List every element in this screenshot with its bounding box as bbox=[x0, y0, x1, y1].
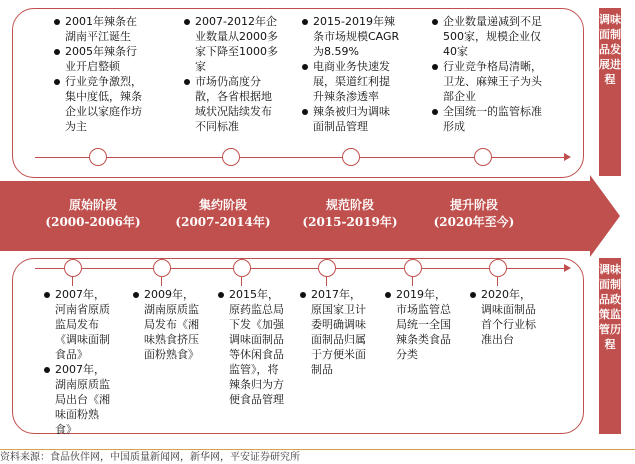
development-item: 行业竞争激烈，集中度低，辣条企业以家庭作坊为主 bbox=[54, 74, 144, 134]
development-item: 2015-2019年辣条市场规模CAGR为8.59% bbox=[302, 14, 400, 59]
development-node bbox=[89, 148, 107, 166]
development-node bbox=[474, 148, 492, 166]
stage-original bbox=[33, 197, 153, 231]
policy-node bbox=[153, 259, 171, 277]
source-note: 资料来源：食品伙伴网，中国质量新闻网，新华网，平安证券研究所 bbox=[0, 452, 300, 463]
policy-item: 2015年，原药监总局下发《加强调味面制品等休闲食品监管》，将辣条归为方便食品管理 bbox=[218, 287, 288, 407]
policy-item: 2020年，调味面制品首个行业标准出台 bbox=[470, 287, 536, 347]
development-item: 行业竞争格局清晰，卫龙、麻辣王子为头部企业 bbox=[432, 59, 544, 104]
policy-connector bbox=[497, 277, 498, 286]
policy-connector bbox=[241, 277, 242, 286]
development-item: 2007-2012年企业数量从2000多家下降至1000多家 bbox=[184, 14, 280, 74]
policy-node bbox=[233, 259, 251, 277]
stage-name: 原始阶段 bbox=[68, 198, 117, 212]
policy-axis bbox=[35, 268, 565, 269]
policy-column-1 bbox=[44, 287, 112, 437]
stage-name: 提升阶段 bbox=[449, 198, 498, 212]
development-column-2 bbox=[184, 14, 280, 134]
policy-node bbox=[404, 259, 422, 277]
policy-connector bbox=[412, 277, 413, 286]
development-column-1 bbox=[54, 14, 144, 134]
policy-node bbox=[64, 259, 82, 277]
policy-item: 2007年，湖南原质监局出台《湘味面粉熟食》 bbox=[44, 362, 112, 437]
policy-column-3 bbox=[218, 287, 288, 407]
policy-column-5 bbox=[385, 287, 453, 362]
policy-node bbox=[489, 259, 507, 277]
policy-item: 2007年，河南省原质监局发布《调味面制食品》 bbox=[44, 287, 112, 362]
development-item: 电商业务快速发展，渠道红利提升辣条渗透率 bbox=[302, 59, 400, 104]
stage-upgrade bbox=[414, 197, 534, 231]
stage-name: 集约阶段 bbox=[198, 198, 247, 212]
development-item: 全国统一的监管标准形成 bbox=[432, 104, 544, 134]
policy-axis-arrow bbox=[564, 264, 571, 272]
development-item: 2005年辣条行业开启整顿 bbox=[54, 44, 144, 74]
stage-years: (2007-2014年) bbox=[175, 215, 271, 229]
development-item: 2001年辣条在湖南平江诞生 bbox=[54, 14, 144, 44]
development-axis-arrow bbox=[564, 153, 571, 161]
policy-column-6 bbox=[470, 287, 536, 347]
policy-item: 2009年，湖南原质监局发布《湘味熟食挤压面粉熟食》 bbox=[133, 287, 201, 362]
development-side-label: 调味面制品发展进程 bbox=[599, 8, 621, 176]
policy-connector bbox=[326, 277, 327, 286]
policy-node bbox=[318, 259, 336, 277]
policy-item: 2019年，市场监管总局统一全国辣条类食品分类 bbox=[385, 287, 453, 362]
policy-column-4 bbox=[300, 287, 368, 377]
policy-connector bbox=[161, 277, 162, 286]
policy-connector bbox=[72, 277, 73, 286]
stage-name: 规范阶段 bbox=[325, 198, 374, 212]
development-node bbox=[222, 148, 240, 166]
development-item: 企业数量递减到不足500家，规模企业仅40家 bbox=[432, 14, 544, 59]
stage-standardized bbox=[290, 197, 410, 231]
footer-divider bbox=[0, 449, 635, 450]
development-column-4 bbox=[432, 14, 544, 134]
stage-years: (2015-2019年) bbox=[302, 215, 398, 229]
development-item: 辣条被归为调味面制品管理 bbox=[302, 104, 400, 134]
stage-years: (2000-2006年) bbox=[45, 215, 141, 229]
development-item: 市场仍高度分散，各省根据地域状况陆续发布不同标准 bbox=[184, 74, 280, 134]
policy-column-2 bbox=[133, 287, 201, 362]
development-column-3 bbox=[302, 14, 400, 134]
stage-years: (2020年至今) bbox=[433, 215, 515, 229]
development-node bbox=[342, 148, 360, 166]
stage-intensive bbox=[163, 197, 283, 231]
policy-item: 2017年，原国家卫计委明确调味面制品归属于方便米面制品 bbox=[300, 287, 368, 377]
policy-side-label: 调味面制品政策监管历程 bbox=[599, 258, 621, 434]
